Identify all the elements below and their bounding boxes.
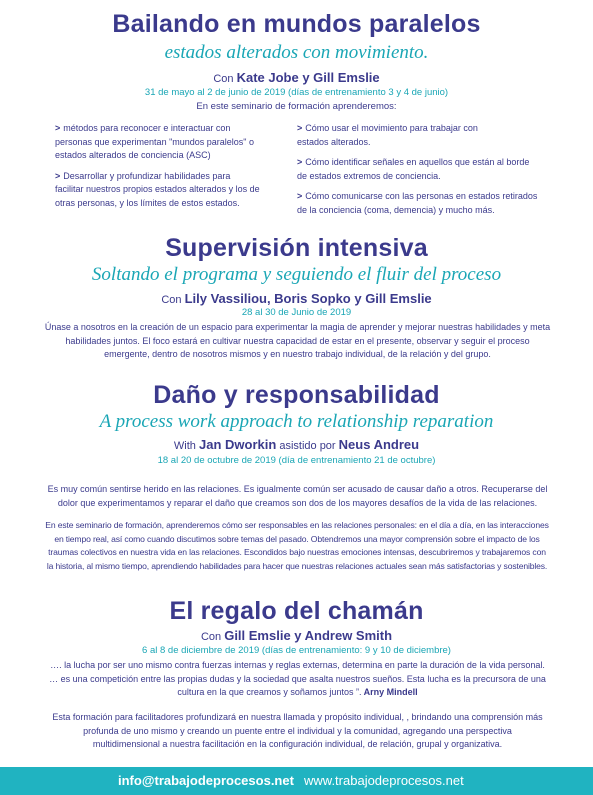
website-link[interactable]: www.trabajodeprocesos.net — [304, 773, 464, 788]
bullet-item: > Cómo comunicarse con las personas en estados retirados de la conciencia (coma, demencia) y mucho más. — [297, 191, 538, 215]
section2-paragraph: Únase a nosotros en la creación de un espacio para experimentar la magia de aprender y mejorar nuestras habilidades y meta habilidades juntos. El foco estará en cultivar nuestra capacidad de estar en el presente, observar y seguir el proceso emergente, dentro de nosotros mismos y en nuestro trabajo individual, de la relación y del grupo. — [44, 322, 551, 359]
with-prefix: Con — [161, 294, 185, 306]
footer-bar — [0, 767, 593, 795]
section1-dates: 31 de mayo al 2 de junio de 2019 (días de entrenamiento 3 y 4 de junio) — [144, 87, 449, 98]
section3-facilitators — [0, 437, 593, 452]
section3-paragraph1: Es muy común sentirse herido en las relaciones. Es igualmente común ser acusado de causar daño a otros. Recuperarse del dolor que experimentamos y reparar el daño que creamos son dos de los mayores desafíos de la vida de las relaciones. — [47, 484, 548, 508]
section2-subtitle: Soltando el programa y seguiendo el fluir del proceso — [91, 264, 502, 285]
bullet-item: > Cómo identificar señales en aquellos que están al borde de estados extremos de conciencia. — [297, 157, 530, 181]
arrow-icon: > — [297, 123, 303, 133]
section1-title: Bailando en mundos paralelos — [112, 10, 481, 38]
section1-intro: En este seminario de formación aprenderemos: — [196, 101, 397, 112]
section1-left-bullets — [55, 122, 285, 210]
section1-right-bullets — [297, 122, 562, 217]
section2-facilitators — [0, 291, 593, 306]
section4-title: El regalo del chamán — [169, 597, 424, 625]
arrow-icon: > — [55, 170, 61, 181]
section4-quote: …. la lucha por ser uno mismo contra fuerzas internas y reglas externas, determina en parte la duración de la vida personal. … es una competición entre las propias dudas y la sociedad que asalta nuestros sueños. Esta lucha es la precursora de una cultura en la que creamos y soñamos juntos ”. Arny Mindell — [49, 660, 546, 697]
facilitator-names: Lily Vassiliou, Boris Sopko y Gill Emslie — [184, 291, 432, 306]
facilitator-names: Jan Dworkin — [198, 437, 277, 452]
section1-facilitators — [0, 70, 593, 85]
section2-dates: 28 al 30 de Junio de 2019 — [241, 307, 352, 318]
arrow-icon: > — [297, 191, 303, 201]
section4-dates: 6 al 8 de diciembre de 2019 (días de entrenamiento: 9 y 10 de diciembre) — [142, 645, 451, 656]
arrow-icon: > — [297, 157, 303, 167]
bullet-item: > Desarrollar y profundizar habilidades para facilitar nuestros propios estados alterados y los de otras personas, y los límites de estos estados. — [55, 170, 260, 208]
with-prefix: Con — [213, 73, 237, 85]
with-prefix: Con — [200, 631, 225, 643]
facilitator-names: Gill Emslie y Andrew Smith — [224, 628, 393, 643]
section2-title: Supervisión intensiva — [165, 234, 428, 262]
assisted-by: asistido por — [276, 440, 339, 452]
arrow-icon: > — [55, 123, 61, 133]
facilitator-names: Kate Jobe y Gill Emslie — [236, 70, 380, 85]
section1-subtitle: estados alterados con movimiento. — [164, 42, 429, 63]
section3-title: Daño y responsabilidad — [153, 381, 440, 409]
section4-paragraph: Esta formación para facilitadores profundizará en nuestra llamada y propósito individual, , brindando una comprensión más profunda de uno mismo y creando un puente entre el individual y la comunidad, agregando una perspectiva multidimensional a nuestra facilitación en la configuración individual, de relación, grupal y organizativa. — [52, 712, 543, 749]
quote-author: Arny Mindell — [361, 687, 418, 697]
with-prefix: With — [173, 440, 199, 452]
bullet-item: > Cómo usar el movimiento para trabajar con estados alterados. — [297, 123, 478, 147]
section4-facilitators — [0, 628, 593, 643]
section3-paragraph2: En este seminario de formación, aprenderemos cómo ser responsables en las relaciones personales: en el día a día, en las interacciones en tiempo real, así como cuando discutimos sobre temas del pasado. Obtendremos una mayor comprensión sobre el impacto de los traumas colectivos en nuestra vida en las relaciones. Escondidos bajo nuestras emociones intensas, descubriremos y trabajaremos con la historia, al mismo tiempo, aprendiendo habilidades para hacer que nuestras relaciones actuales sean más satisfactorias y sostenibles. — [45, 520, 549, 571]
section3-subtitle: A process work approach to relationship reparation — [99, 411, 494, 432]
section3-dates: 18 al 20 de octubre de 2019 (día de entrenamiento 21 de octubre) — [157, 455, 436, 466]
assistant-name: Neus Andreu — [338, 437, 420, 452]
bullet-item: > métodos para reconocer e interactuar con personas que experimentan "mundos paralelos" o estados alterados de conciencia (ASC) — [55, 123, 255, 160]
email-link[interactable]: info@trabajodeprocesos.net — [118, 773, 294, 788]
